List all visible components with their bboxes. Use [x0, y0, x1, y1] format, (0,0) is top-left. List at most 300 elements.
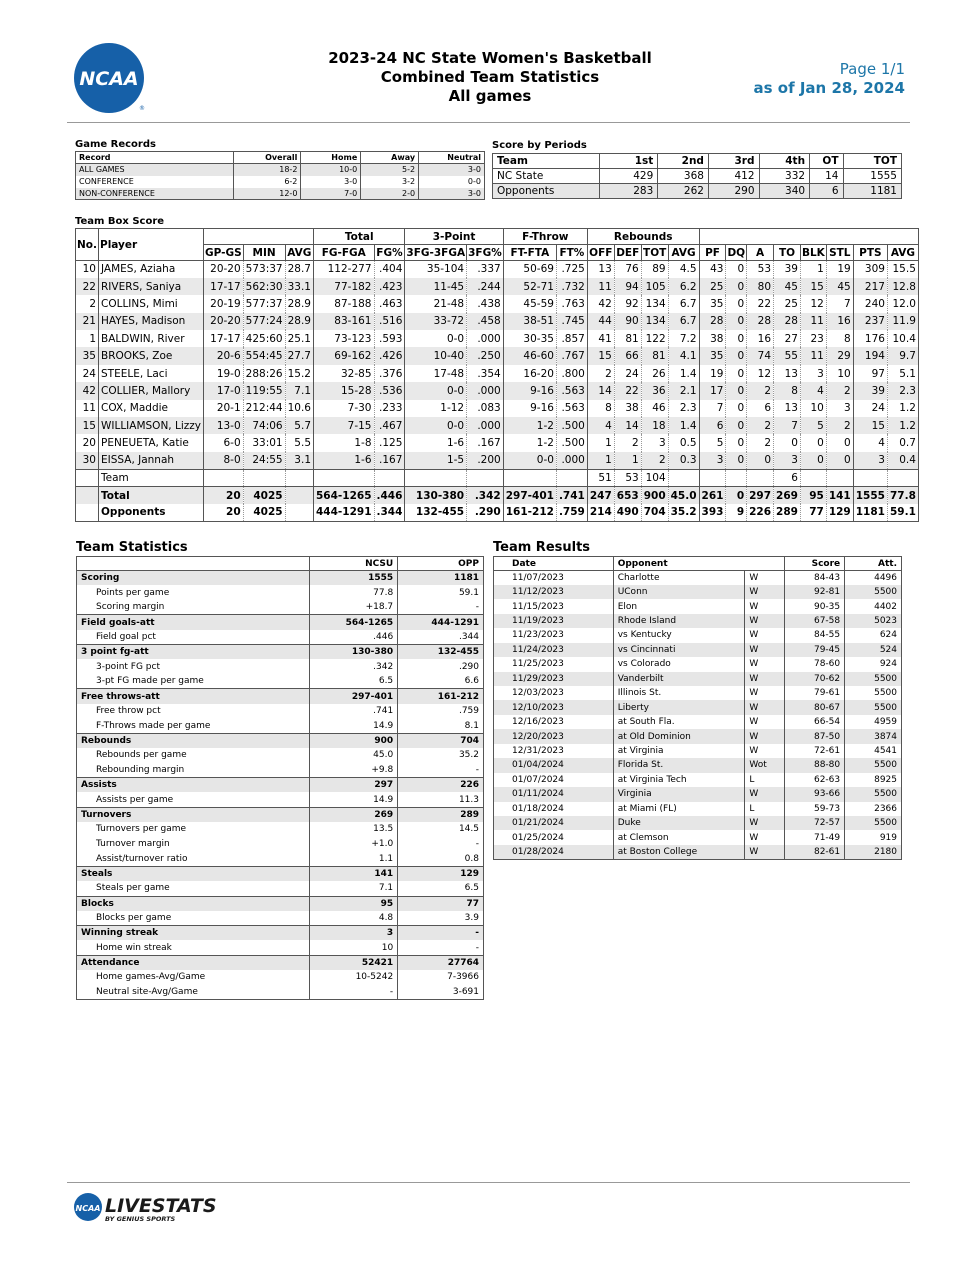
result-score: 79-61 — [785, 686, 845, 700]
box-score-cell: 36 — [641, 382, 668, 399]
box-score-cell: 28 — [774, 313, 801, 330]
box-score-cell: 4025 — [243, 487, 285, 504]
box-score-cell: .342 — [467, 487, 504, 504]
box-score-row — [76, 330, 919, 347]
result-opponent: at Old Dominion — [613, 729, 745, 743]
result-score: 62-63 — [785, 773, 845, 787]
ncaa-logo — [73, 42, 145, 114]
box-score-cell: 704 — [641, 504, 668, 521]
box-score-cell: .200 — [467, 452, 504, 469]
result-score: 72-61 — [785, 744, 845, 758]
box-score-cell: 3 — [774, 452, 801, 469]
team-results-row — [494, 571, 902, 585]
box-score-cell — [503, 469, 556, 486]
col-group-ft: F-Throw — [503, 229, 587, 245]
team-results-row — [494, 758, 902, 772]
box-score-cell: 8 — [587, 400, 614, 417]
game-records-title: Game Records — [75, 139, 156, 150]
team-stats-row — [77, 644, 484, 659]
page-number: Page 1/1 — [839, 60, 905, 78]
team-stats-opp: 704 — [398, 733, 484, 748]
box-score-cell: 1.4 — [668, 365, 699, 382]
periods-col-header: 4th — [759, 154, 810, 169]
box-score-cell: .463 — [374, 295, 405, 312]
box-score-cell: 297-401 — [503, 487, 556, 504]
box-score-row — [76, 487, 919, 504]
result-date: 12/03/2023 — [494, 686, 614, 700]
box-score-cell: HAYES, Madison — [99, 313, 204, 330]
box-score-cell: 2 — [747, 434, 774, 451]
box-score-cell: 0-0 — [405, 330, 467, 347]
result-date: 12/10/2023 — [494, 700, 614, 714]
box-score-cell: 288:26 — [243, 365, 285, 382]
box-score-cell: .083 — [467, 400, 504, 417]
box-score-cell: 0 — [726, 452, 747, 469]
team-results-row — [494, 672, 902, 686]
periods-cell: 412 — [708, 169, 759, 184]
result-opponent: vs Kentucky — [613, 628, 745, 642]
box-score-cell: 32-85 — [314, 365, 375, 382]
team-results-row — [494, 628, 902, 642]
team-stats-ncsu: 10 — [310, 940, 398, 955]
box-score-cell: 24 — [76, 365, 99, 382]
team-stats-label: Rebounds per game — [77, 748, 310, 763]
box-score-cell: 45 — [826, 278, 853, 295]
team-stats-row — [77, 748, 484, 763]
result-opponent: at Clemson — [613, 830, 745, 844]
team-stats-ncsu: 1555 — [310, 571, 398, 586]
box-score-cell: 13 — [774, 365, 801, 382]
box-score-cell: 269 — [774, 487, 801, 504]
box-col-header: FG-FGA — [314, 245, 375, 261]
game-records-cell: 2-0 — [361, 188, 419, 200]
result-date: 11/15/2023 — [494, 599, 614, 613]
team-results-row — [494, 744, 902, 758]
box-score-cell — [285, 469, 313, 486]
team-stats-label: Points per game — [77, 585, 310, 600]
box-score-cell: 134 — [641, 313, 668, 330]
box-score-cell: 3.1 — [285, 452, 313, 469]
box-score-cell: 212:44 — [243, 400, 285, 417]
box-score-cell: .536 — [374, 382, 405, 399]
box-score-cell: 38 — [699, 330, 726, 347]
box-score-cell: 2 — [587, 365, 614, 382]
box-score-cell: JAMES, Aziaha — [99, 261, 204, 278]
box-score-cell: 92 — [614, 295, 641, 312]
box-score-cell: 0 — [726, 382, 747, 399]
box-score-cell: .167 — [374, 452, 405, 469]
box-score-cell: 3 — [699, 452, 726, 469]
result-score: 79-45 — [785, 643, 845, 657]
box-score-cell: 28 — [747, 313, 774, 330]
team-statistics-table — [76, 556, 484, 1000]
box-score-cell: 2 — [76, 295, 99, 312]
col-attendance: Att. — [845, 557, 902, 571]
box-col-header: A — [747, 245, 774, 261]
box-score-cell: .354 — [467, 365, 504, 382]
box-score-cell — [467, 469, 504, 486]
box-score-cell: 6 — [699, 417, 726, 434]
result-date: 11/23/2023 — [494, 628, 614, 642]
result-opponent: Vanderbilt — [613, 672, 745, 686]
box-score-cell: 38-51 — [503, 313, 556, 330]
team-stats-label: Turnovers — [77, 807, 310, 822]
box-score-cell — [285, 504, 313, 521]
box-score-cell: Team — [99, 469, 204, 486]
box-score-cell: 20-20 — [203, 313, 243, 330]
box-score-cell: 89 — [641, 261, 668, 278]
result-date: 12/20/2023 — [494, 729, 614, 743]
team-stats-label: Free throws-att — [77, 689, 310, 704]
box-score-cell: 15 — [853, 417, 887, 434]
team-stats-row — [77, 955, 484, 970]
result-opponent: Virginia — [613, 787, 745, 801]
box-score-cell: 6 — [774, 469, 801, 486]
result-opponent: Charlotte — [613, 571, 745, 585]
team-stats-opp: 59.1 — [398, 585, 484, 600]
box-score-cell: 53 — [614, 469, 641, 486]
result-attendance: 5500 — [845, 816, 902, 830]
score-by-periods-title: Score by Periods — [492, 140, 587, 151]
team-stats-row — [77, 733, 484, 748]
periods-cell: 340 — [759, 184, 810, 199]
box-score-cell: 28.7 — [285, 261, 313, 278]
result-opponent: at Miami (FL) — [613, 802, 745, 816]
box-score-cell: 0 — [800, 452, 826, 469]
periods-cell: Opponents — [493, 184, 600, 199]
result-date: 11/19/2023 — [494, 614, 614, 628]
box-score-cell: 15-28 — [314, 382, 375, 399]
col-group-rebounds: Rebounds — [587, 229, 699, 245]
box-score-table — [75, 228, 919, 522]
game-records-cell: 10-0 — [301, 164, 361, 176]
box-score-cell: 132-455 — [405, 504, 467, 521]
box-score-cell: 15 — [800, 278, 826, 295]
periods-col-header: 3rd — [708, 154, 759, 169]
title-line-1: 2023-24 NC State Women's Basketball — [328, 49, 652, 67]
box-score-cell: 0 — [726, 313, 747, 330]
team-stats-ncsu: .446 — [310, 630, 398, 645]
team-stats-row — [77, 689, 484, 704]
game-records-cell: 3-2 — [361, 176, 419, 188]
box-score-cell: 24 — [614, 365, 641, 382]
game-records-cell: 0-0 — [419, 176, 485, 188]
box-score-cell — [203, 469, 243, 486]
box-score-cell: .500 — [556, 434, 587, 451]
box-col-header: PTS — [853, 245, 887, 261]
game-records-col-header: Record — [76, 152, 234, 164]
team-stats-label: Scoring — [77, 571, 310, 586]
box-score-cell: 1 — [614, 452, 641, 469]
box-score-cell: 30-35 — [503, 330, 556, 347]
box-score-cell: 104 — [641, 469, 668, 486]
result-date: 01/07/2024 — [494, 773, 614, 787]
team-stats-label: Home games-Avg/Game — [77, 970, 310, 985]
result-score: 93-66 — [785, 787, 845, 801]
team-stats-ncsu: .342 — [310, 659, 398, 674]
box-score-cell: 564-1265 — [314, 487, 375, 504]
result-score: 84-43 — [785, 571, 845, 585]
result-outcome: W — [745, 816, 785, 830]
result-outcome: Wot — [745, 758, 785, 772]
team-stats-opp: 3.9 — [398, 911, 484, 926]
team-stats-ncsu: - — [310, 985, 398, 1000]
box-score-cell: .759 — [556, 504, 587, 521]
box-score-cell: .725 — [556, 261, 587, 278]
periods-col-header: 1st — [600, 154, 658, 169]
team-stats-row — [77, 911, 484, 926]
box-score-cell: 5.7 — [285, 417, 313, 434]
result-score: 66-54 — [785, 715, 845, 729]
box-score-cell: 15.2 — [285, 365, 313, 382]
box-score-cell: .458 — [467, 313, 504, 330]
box-score-cell: 59.1 — [887, 504, 918, 521]
team-stats-row — [77, 940, 484, 955]
result-outcome: W — [745, 729, 785, 743]
result-attendance: 4959 — [845, 715, 902, 729]
team-results-table — [493, 556, 902, 860]
box-score-cell: 134 — [641, 295, 668, 312]
box-score-cell: 22 — [747, 295, 774, 312]
header-divider — [67, 122, 910, 123]
team-stats-ncsu: 297 — [310, 778, 398, 793]
result-outcome: W — [745, 686, 785, 700]
box-score-cell: 2 — [747, 382, 774, 399]
box-score-cell: WILLIAMSON, Lizzy — [99, 417, 204, 434]
team-stats-opp: 1181 — [398, 571, 484, 586]
col-score: Score — [785, 557, 845, 571]
team-stats-opp: 27764 — [398, 955, 484, 970]
ncaa-logo-text: NCAA — [79, 68, 139, 90]
periods-col-header: Team — [493, 154, 600, 169]
box-score-cell — [726, 469, 747, 486]
team-results-row — [494, 700, 902, 714]
box-score-cell: 2.3 — [668, 400, 699, 417]
box-score-cell: 8-0 — [203, 452, 243, 469]
box-score-cell: 8 — [826, 330, 853, 347]
team-stats-opp: 444-1291 — [398, 615, 484, 630]
box-score-cell: 0 — [826, 452, 853, 469]
box-score-cell: 7 — [699, 400, 726, 417]
box-score-cell: 562:30 — [243, 278, 285, 295]
box-score-cell: 0 — [726, 295, 747, 312]
team-stats-row — [77, 630, 484, 645]
box-score-cell: 0 — [800, 434, 826, 451]
box-score-cell: 52-71 — [503, 278, 556, 295]
team-stats-label: F-Throws made per game — [77, 718, 310, 733]
result-attendance: 2366 — [845, 802, 902, 816]
box-score-cell: 129 — [826, 504, 853, 521]
periods-cell: 283 — [600, 184, 658, 199]
box-score-cell: 119:55 — [243, 382, 285, 399]
team-stats-label: Blocks — [77, 896, 310, 911]
box-score-cell: 69-162 — [314, 347, 375, 364]
footer-brand: LIVESTATS — [105, 1195, 217, 1217]
team-stats-label: 3-pt FG made per game — [77, 674, 310, 689]
box-score-cell: 45 — [774, 278, 801, 295]
box-score-cell: 13 — [774, 400, 801, 417]
box-score-cell: 4 — [800, 382, 826, 399]
box-score-cell: 289 — [774, 504, 801, 521]
box-score-cell: 44 — [587, 313, 614, 330]
game-records-col-header: Away — [361, 152, 419, 164]
box-score-cell: 17-48 — [405, 365, 467, 382]
box-score-cell: 25 — [774, 295, 801, 312]
box-col-header: BLK — [801, 246, 825, 259]
team-stats-row — [77, 674, 484, 689]
box-score-cell: 226 — [747, 504, 774, 521]
team-stats-row — [77, 704, 484, 719]
result-outcome: W — [745, 672, 785, 686]
team-stats-opp: 7-3966 — [398, 970, 484, 985]
result-outcome: W — [745, 614, 785, 628]
box-score-cell: COLLIER, Mallory — [99, 382, 204, 399]
box-score-cell: .745 — [556, 313, 587, 330]
result-attendance: 919 — [845, 830, 902, 844]
box-score-cell: 46 — [641, 400, 668, 417]
box-score-cell: 14 — [587, 382, 614, 399]
box-score-cell: 26 — [641, 365, 668, 382]
box-score-cell: 19-0 — [203, 365, 243, 382]
team-stats-ncsu: 14.9 — [310, 718, 398, 733]
report-title — [280, 49, 700, 106]
box-col-header: TO — [774, 245, 801, 261]
box-score-cell: 16 — [826, 313, 853, 330]
box-score-cell: 0.5 — [668, 434, 699, 451]
result-opponent: at Boston College — [613, 845, 745, 859]
box-score-cell: 3 — [800, 365, 826, 382]
box-score-cell — [887, 469, 918, 486]
box-score-cell: 1.2 — [887, 417, 918, 434]
box-score-cell: 0-0 — [405, 382, 467, 399]
result-score: 84-55 — [785, 628, 845, 642]
box-score-cell: 11 — [800, 347, 826, 364]
result-opponent: vs Cincinnati — [613, 643, 745, 657]
box-score-cell: 28.9 — [285, 313, 313, 330]
result-outcome: W — [745, 571, 785, 585]
result-opponent: Liberty — [613, 700, 745, 714]
box-score-cell: 297 — [747, 487, 774, 504]
result-date: 01/21/2024 — [494, 816, 614, 830]
result-score: 72-57 — [785, 816, 845, 830]
team-stats-row — [77, 926, 484, 941]
box-score-cell: 9-16 — [503, 382, 556, 399]
box-score-cell: 6-0 — [203, 434, 243, 451]
box-score-cell: 1 — [76, 330, 99, 347]
result-attendance: 5500 — [845, 700, 902, 714]
box-score-row — [76, 504, 919, 521]
box-score-cell: 20-6 — [203, 347, 243, 364]
box-score-cell: 490 — [614, 504, 641, 521]
box-score-cell: 105 — [641, 278, 668, 295]
box-score-row — [76, 313, 919, 330]
box-score-cell: .250 — [467, 347, 504, 364]
box-col-header: FT-FTA — [503, 245, 556, 261]
result-outcome: W — [745, 599, 785, 613]
box-score-cell: 1 — [587, 452, 614, 469]
box-score-cell: 161-212 — [503, 504, 556, 521]
box-score-cell: 1.4 — [668, 417, 699, 434]
box-score-cell: .857 — [556, 330, 587, 347]
box-score-cell: .233 — [374, 400, 405, 417]
box-score-cell: 141 — [826, 487, 853, 504]
box-score-cell: 217 — [853, 278, 887, 295]
result-outcome: W — [745, 628, 785, 642]
box-score-cell: 43 — [699, 261, 726, 278]
box-score-cell: 87-188 — [314, 295, 375, 312]
team-stats-opp: 161-212 — [398, 689, 484, 704]
team-stats-opp: - — [398, 940, 484, 955]
team-stats-label: Attendance — [77, 955, 310, 970]
box-score-cell: 12.0 — [887, 295, 918, 312]
box-score-cell: 0 — [726, 347, 747, 364]
box-score-cell: 0.3 — [668, 452, 699, 469]
result-opponent: Duke — [613, 816, 745, 830]
box-score-cell: 5.5 — [285, 434, 313, 451]
team-statistics-title: Team Statistics — [76, 540, 188, 555]
box-score-cell: 1-6 — [314, 452, 375, 469]
box-score-cell: 10.4 — [887, 330, 918, 347]
box-score-cell: 7-15 — [314, 417, 375, 434]
box-score-row — [76, 469, 919, 486]
box-score-cell: 10 — [826, 365, 853, 382]
box-col-header: 3FG-3FGA — [406, 246, 466, 259]
box-score-cell: 81 — [614, 330, 641, 347]
box-score-cell: 11-45 — [405, 278, 467, 295]
box-score-cell: 425:60 — [243, 330, 285, 347]
team-stats-row — [77, 615, 484, 630]
box-score-cell: 2 — [826, 382, 853, 399]
periods-cell: 6 — [810, 184, 843, 199]
box-score-cell: 1.2 — [887, 400, 918, 417]
box-score-cell: 24:55 — [243, 452, 285, 469]
team-stats-opp: 226 — [398, 778, 484, 793]
box-score-cell: 46-60 — [503, 347, 556, 364]
result-attendance: 5500 — [845, 585, 902, 599]
box-score-cell: 7.1 — [285, 382, 313, 399]
box-score-cell: EISSA, Jannah — [99, 452, 204, 469]
box-score-cell: 45-59 — [503, 295, 556, 312]
box-col-header: DEF — [616, 246, 640, 259]
box-score-cell: 14 — [614, 417, 641, 434]
box-score-cell: 35 — [699, 347, 726, 364]
team-results-row — [494, 585, 902, 599]
box-score-cell: .000 — [467, 417, 504, 434]
box-score-cell: 25 — [699, 278, 726, 295]
box-score-cell: 33-72 — [405, 313, 467, 330]
team-stats-ncsu: 3 — [310, 926, 398, 941]
box-score-cell: 50-69 — [503, 261, 556, 278]
box-score-cell: 22 — [76, 278, 99, 295]
box-score-cell: 28 — [699, 313, 726, 330]
footer-sub: BY GENIUS SPORTS — [105, 1215, 176, 1223]
team-stats-col-header: NCSU — [310, 557, 398, 571]
box-score-cell: .767 — [556, 347, 587, 364]
box-score-cell: .563 — [556, 382, 587, 399]
box-score-cell: 83-161 — [314, 313, 375, 330]
box-score-cell: 17-0 — [203, 382, 243, 399]
box-col-header: STL — [826, 245, 853, 261]
footer-badge-text: NCAA — [75, 1204, 101, 1213]
team-stats-label: Free throw pct — [77, 704, 310, 719]
result-opponent: at Virginia — [613, 744, 745, 758]
box-score-cell — [747, 469, 774, 486]
box-score-cell: 53 — [747, 261, 774, 278]
box-score-cell — [668, 469, 699, 486]
box-score-cell: 4 — [853, 434, 887, 451]
team-stats-opp: - — [398, 763, 484, 778]
team-results-row — [494, 643, 902, 657]
